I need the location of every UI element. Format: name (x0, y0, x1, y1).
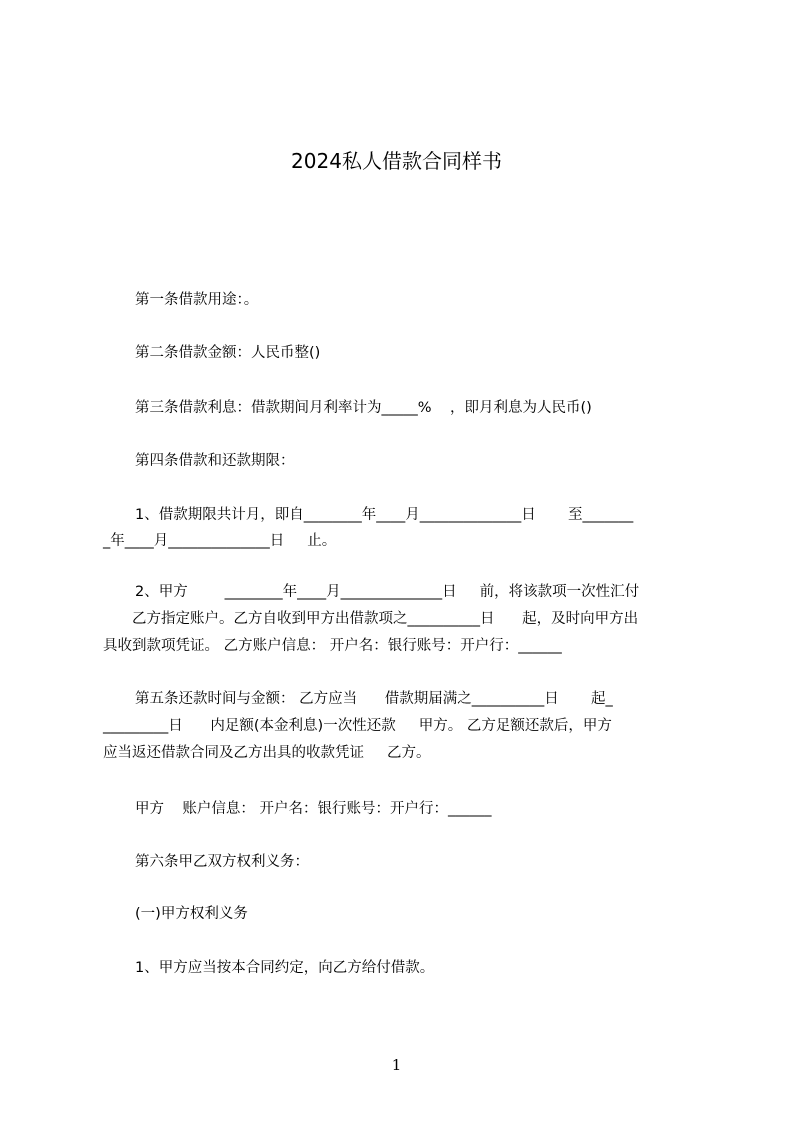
article-5-line-2: _________日 内足额(本金利息)一次性还款 甲方。 乙方足额还款后，甲方 (103, 718, 612, 734)
clause-1-line-2: _年____月______________日 止。 (103, 533, 337, 549)
clause-1-line-1: 1、借款期限共计月，即自________年____月______________日 至_______ (135, 507, 634, 523)
page-number: 1 (391, 1056, 402, 1074)
article-1: 第一条借款用途：。 (135, 292, 259, 308)
article-4: 第四条借款和还款期限： (135, 453, 295, 469)
article-3: 第三条借款利息：借款期间月利率计为_____% ，即月利息为人民币() (135, 400, 592, 416)
clause-2-line-2: 乙方指定账户。乙方自收到甲方出借款项之__________日 起，及时向甲方出 (132, 611, 639, 627)
clause-2-line-1: 2、甲方 ________年____月______________日 前，将该款项一次性汇付 (135, 584, 640, 600)
article-2: 第二条借款金额：人民币整() (135, 345, 321, 361)
article-5-line-1: 第五条还款时间与金额： 乙方应当 借款期届满之__________日 起_ (135, 691, 613, 707)
party-a-account: 甲方 账户信息： 开户名：银行账号：开户行：______ (135, 801, 492, 817)
article-5-line-3: 应当返还借款合同及乙方出具的收款凭证 乙方。 (103, 745, 431, 761)
clause-2-line-3: 具收到款项凭证。 乙方账户信息： 开户名：银行账号：开户行：______ (103, 638, 562, 654)
document-title: 2024私人借款合同样书 (291, 149, 502, 173)
section-party-a: (一)甲方权利义务 (135, 906, 248, 922)
article-6: 第六条甲乙双方权利义务： (135, 854, 309, 870)
party-a-duty-1: 1、甲方应当按本合同约定，向乙方给付借款。 (135, 960, 435, 976)
